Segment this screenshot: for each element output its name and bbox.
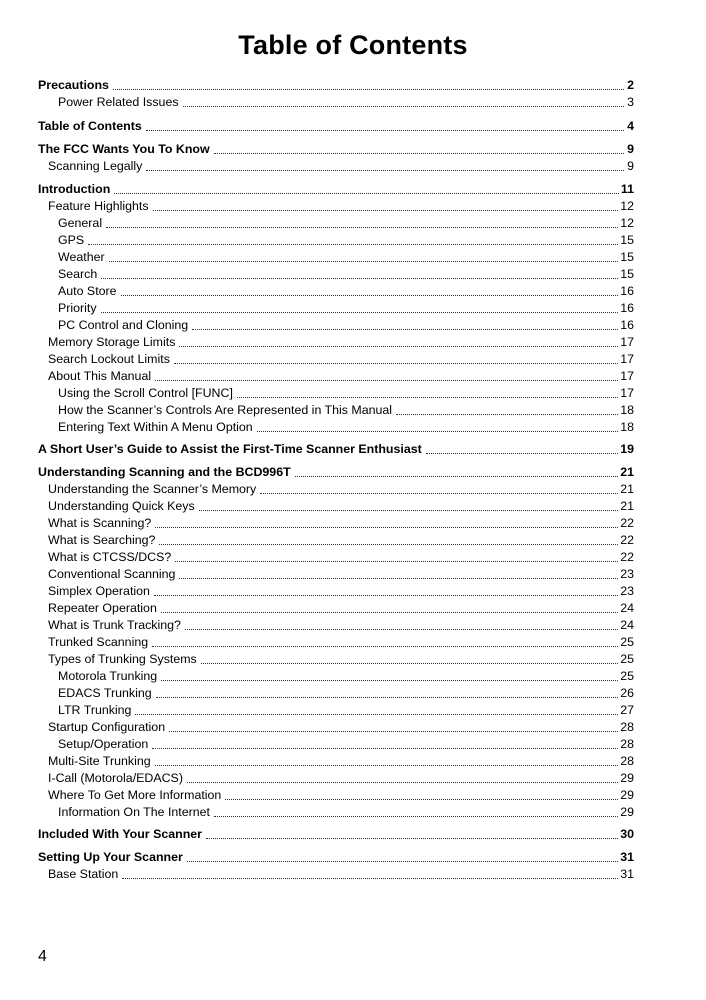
toc-entry-title: Understanding the Scanner’s Memory — [48, 482, 257, 496]
toc-entry-title: Motorola Trunking — [58, 669, 158, 683]
toc-entry — [38, 786, 634, 802]
toc-entry — [38, 248, 634, 264]
toc-entry-page: 25 — [620, 669, 634, 683]
toc-entry — [38, 848, 634, 864]
dot-leader — [237, 387, 618, 398]
toc-entry-page: 12 — [620, 199, 634, 213]
toc-entry — [38, 548, 634, 564]
toc-entry-page: 21 — [620, 465, 634, 479]
dot-leader — [114, 183, 619, 194]
toc-entry-page: 31 — [620, 867, 634, 881]
toc-entry-page: 23 — [620, 584, 634, 598]
toc-entry — [38, 803, 634, 819]
toc-entry — [38, 633, 634, 649]
toc-entry-title: Included With Your Scanner — [38, 827, 202, 841]
dot-leader — [185, 619, 618, 630]
toc-entry — [38, 582, 634, 598]
toc-entry — [38, 825, 634, 841]
toc-entry-title: Table of Contents — [38, 119, 142, 133]
dot-leader — [214, 806, 618, 817]
toc-entry-title: What is CTCSS/DCS? — [48, 550, 172, 564]
toc-entry — [38, 718, 634, 734]
toc-entry-page: 17 — [620, 352, 634, 366]
toc-entry-title: Setup/Operation — [58, 737, 149, 751]
toc-entry — [38, 197, 634, 213]
toc-entry-page: 21 — [620, 482, 634, 496]
toc-entry-page: 24 — [620, 618, 634, 632]
toc-entry-title: What is Scanning? — [48, 516, 152, 530]
toc-entry — [38, 497, 634, 513]
toc-entry-page: 17 — [620, 335, 634, 349]
toc-entry-page: 18 — [620, 420, 634, 434]
toc-entry — [38, 650, 634, 666]
toc-entry-page: 12 — [620, 216, 634, 230]
dot-leader — [257, 421, 619, 432]
toc-entry-page: 29 — [620, 771, 634, 785]
toc-entry-title: Types of Trunking Systems — [48, 652, 197, 666]
toc-entry-title: Simplex Operation — [48, 584, 150, 598]
toc-entry — [38, 735, 634, 751]
toc-entry-page: 29 — [620, 805, 634, 819]
toc-entry-page: 27 — [620, 703, 634, 717]
toc-entry-title: EDACS Trunking — [58, 686, 152, 700]
toc-entry — [38, 865, 634, 881]
toc-entry — [38, 565, 634, 581]
toc-entry-title: Power Related Issues — [58, 95, 179, 109]
toc-entry — [38, 282, 634, 298]
dot-leader — [152, 636, 618, 647]
toc-entry — [38, 316, 634, 332]
dot-leader — [152, 738, 618, 749]
toc-entry — [38, 752, 634, 768]
dot-leader — [156, 687, 619, 698]
dot-leader — [106, 217, 618, 228]
toc-entry-title: About This Manual — [48, 369, 152, 383]
toc-entry-page: 21 — [620, 499, 634, 513]
toc-entry — [38, 440, 634, 456]
toc-entry-title: Understanding Scanning and the BCD996T — [38, 465, 291, 479]
toc-entry-page: 28 — [620, 737, 634, 751]
toc-entry-page: 17 — [620, 386, 634, 400]
toc-entry — [38, 531, 634, 547]
toc-entry-title: Weather — [58, 250, 105, 264]
toc-entry-page: 23 — [620, 567, 634, 581]
toc-entry — [38, 418, 634, 434]
dot-leader — [187, 851, 618, 862]
dot-leader — [183, 96, 624, 107]
toc-entry-page: 17 — [620, 369, 634, 383]
dot-leader — [206, 828, 618, 839]
toc-entry-page: 16 — [620, 301, 634, 315]
dot-leader — [396, 404, 618, 415]
dot-leader — [174, 353, 618, 364]
toc-entry-page: 16 — [620, 284, 634, 298]
toc-entry — [38, 463, 634, 479]
toc-entry — [38, 769, 634, 785]
dot-leader — [187, 772, 618, 783]
toc-entry — [38, 299, 634, 315]
toc-entry-page: 9 — [627, 142, 634, 156]
toc-entry-title: Conventional Scanning — [48, 567, 176, 581]
dot-leader — [159, 534, 618, 545]
toc-entry-page: 15 — [620, 267, 634, 281]
toc-entry — [38, 480, 634, 496]
toc-entry — [38, 333, 634, 349]
dot-leader — [113, 79, 624, 90]
toc-entry-page: 26 — [620, 686, 634, 700]
toc-entry-title: The FCC Wants You To Know — [38, 142, 210, 156]
dot-leader — [192, 319, 618, 330]
toc-entry-title: Base Station — [48, 867, 119, 881]
toc-entry-page: 22 — [620, 516, 634, 530]
dot-leader — [295, 466, 619, 477]
toc-entry-title: Multi-Site Trunking — [48, 754, 151, 768]
toc-entry-page: 16 — [620, 318, 634, 332]
toc-entry-page: 18 — [620, 403, 634, 417]
toc-entry-title: Where To Get More Information — [48, 788, 222, 802]
toc-entry-page: 22 — [620, 533, 634, 547]
dot-leader — [155, 755, 619, 766]
dot-leader — [214, 143, 624, 154]
toc-entry — [38, 384, 634, 400]
toc-entry-title: Scanning Legally — [48, 159, 143, 173]
toc-entry-title: Search — [58, 267, 98, 281]
dot-leader — [135, 704, 618, 715]
toc-entry — [38, 367, 634, 383]
toc-entry-title: Startup Configuration — [48, 720, 166, 734]
toc-entry-title: Auto Store — [58, 284, 117, 298]
toc-entry-title: Introduction — [38, 182, 111, 196]
page-title: Table of Contents — [238, 30, 468, 60]
toc-entry-title: Search Lockout Limits — [48, 352, 170, 366]
toc-entry — [38, 117, 634, 133]
toc-entry-page: 25 — [620, 652, 634, 666]
toc-list — [38, 0, 634, 900]
toc-entry-page: 31 — [620, 850, 634, 864]
toc-entry-page: 15 — [620, 233, 634, 247]
dot-leader — [169, 721, 618, 732]
dot-leader — [426, 443, 618, 454]
dot-leader — [161, 602, 618, 613]
dot-leader — [146, 160, 624, 171]
dot-leader — [201, 653, 618, 664]
toc-entry-title: Feature Highlights — [48, 199, 149, 213]
dot-leader — [179, 568, 618, 579]
dot-leader — [101, 302, 619, 313]
toc-entry-title: What is Searching? — [48, 533, 156, 547]
dot-leader — [179, 336, 618, 347]
toc-entry-title: Trunked Scanning — [48, 635, 149, 649]
dot-leader — [155, 517, 618, 528]
dot-leader — [175, 551, 618, 562]
toc-entry-title: General — [58, 216, 103, 230]
dot-leader — [88, 234, 618, 245]
toc-entry — [38, 667, 634, 683]
toc-entry-title: Memory Storage Limits — [48, 335, 176, 349]
toc-entry — [38, 599, 634, 615]
toc-entry-title: Understanding Quick Keys — [48, 499, 195, 513]
toc-entry-title: Repeater Operation — [48, 601, 157, 615]
toc-entry-title: Using the Scroll Control [FUNC] — [58, 386, 233, 400]
dot-leader — [101, 268, 618, 279]
toc-entry-title: PC Control and Cloning — [58, 318, 189, 332]
dot-leader — [121, 285, 619, 296]
toc-entry — [38, 701, 634, 717]
toc-entry-page: 28 — [620, 754, 634, 768]
toc-entry-page: 29 — [620, 788, 634, 802]
dot-leader — [155, 370, 618, 381]
toc-entry-title: Precautions — [38, 78, 109, 92]
toc-entry — [38, 401, 634, 417]
toc-entry — [38, 140, 634, 156]
toc-entry — [38, 180, 634, 196]
page-number: 4 — [38, 948, 47, 965]
dot-leader — [109, 251, 619, 262]
toc-entry — [38, 93, 634, 109]
toc-entry-page: 3 — [627, 95, 634, 109]
toc-entry-page: 9 — [627, 159, 634, 173]
toc-entry-page: 22 — [620, 550, 634, 564]
toc-entry — [38, 214, 634, 230]
toc-entry — [38, 514, 634, 530]
toc-entry-title: LTR Trunking — [58, 703, 132, 717]
dot-leader — [122, 868, 618, 879]
toc-entry-title: I-Call (Motorola/EDACS) — [48, 771, 183, 785]
toc-entry-title: What is Trunk Tracking? — [48, 618, 181, 632]
dot-leader — [153, 200, 619, 211]
toc-entry-title: A Short User’s Guide to Assist the First-Time Scanner Enthusiast — [38, 442, 422, 456]
toc-entry-page: 19 — [620, 442, 634, 456]
toc-entry-page: 2 — [627, 78, 634, 92]
dot-leader — [225, 789, 618, 800]
toc-entry-page: 4 — [627, 119, 634, 133]
dot-leader — [154, 585, 618, 596]
toc-entry-title: Setting Up Your Scanner — [38, 850, 183, 864]
toc-entry-title: GPS — [58, 233, 85, 247]
toc-entry — [38, 157, 634, 173]
toc-entry-title: How the Scanner’s Controls Are Represented in This Manual — [58, 403, 393, 417]
toc-entry-page: 25 — [620, 635, 634, 649]
toc-entry — [38, 350, 634, 366]
dot-leader — [161, 670, 618, 681]
toc-entry-title: Entering Text Within A Menu Option — [58, 420, 253, 434]
toc-entry-page: 15 — [620, 250, 634, 264]
dot-leader — [199, 500, 619, 511]
toc-entry-title: Priority — [58, 301, 97, 315]
toc-entry-page: 30 — [620, 827, 634, 841]
dot-leader — [260, 483, 618, 494]
toc-entry-title: Information On The Internet — [58, 805, 210, 819]
toc-entry-page: 11 — [620, 182, 634, 196]
toc-entry — [38, 265, 634, 281]
toc-entry-page: 28 — [620, 720, 634, 734]
toc-entry — [38, 684, 634, 700]
toc-entry — [38, 76, 634, 92]
dot-leader — [146, 120, 624, 131]
toc-entry-page: 24 — [620, 601, 634, 615]
toc-entry — [38, 231, 634, 247]
toc-entry — [38, 616, 634, 632]
